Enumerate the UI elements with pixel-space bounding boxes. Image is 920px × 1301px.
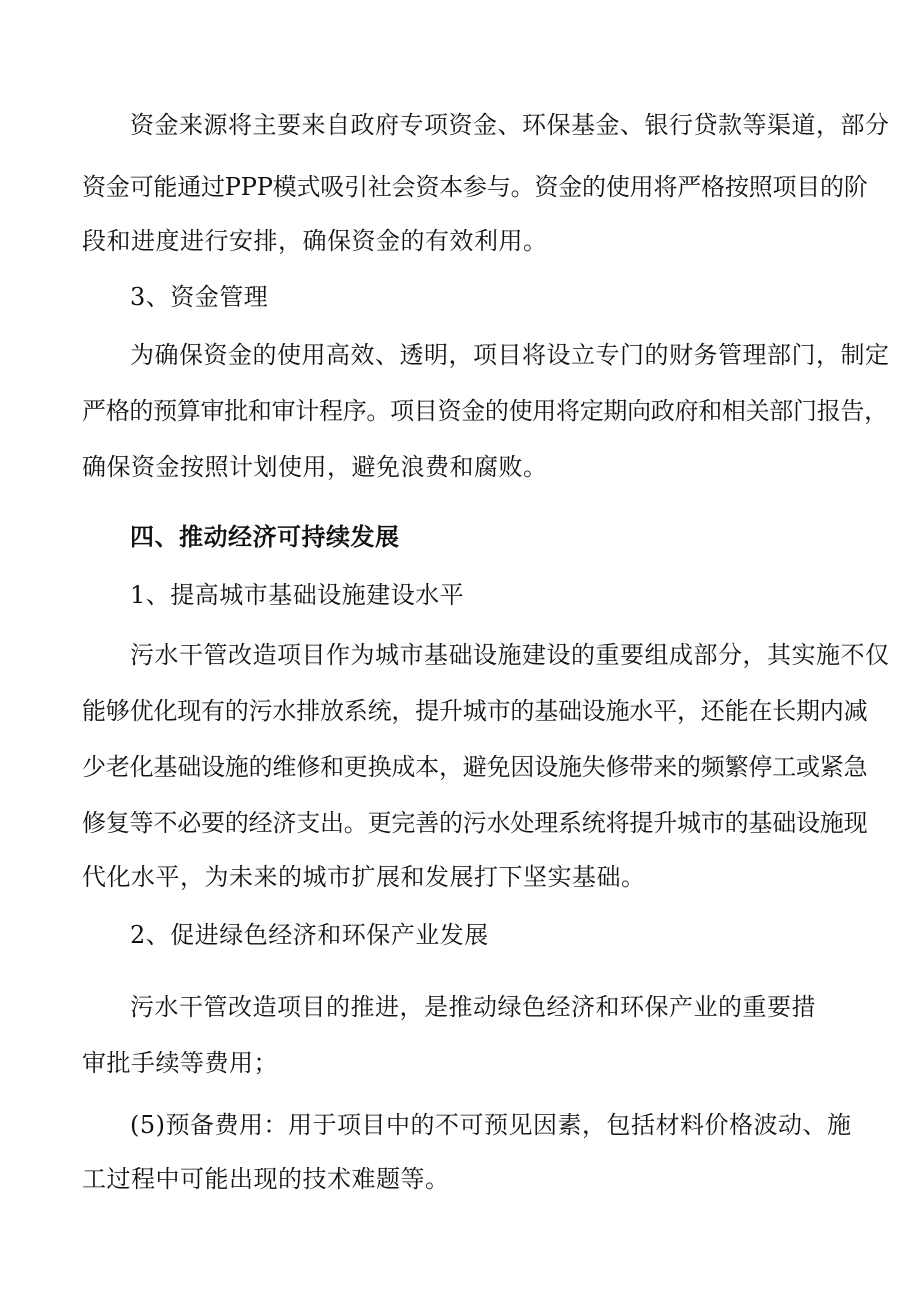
- paragraph-3-line-4: 修复等不必要的经济支出。更完善的污水处理系统将提升城市的基础设施现: [82, 809, 868, 837]
- paragraph-2-line-1: 为确保资金的使用高效、透明，项目将设立专门的财务管理部门，制定: [130, 341, 890, 369]
- paragraph-3-line-2: 能够优化现有的污水排放系统，提升城市的基础设施水平，还能在长期内减: [82, 697, 868, 725]
- subheading-infrastructure: 1、提高城市基础设施建设水平: [130, 581, 465, 609]
- paragraph-1-line-2: 资金可能通过PPP模式吸引社会资本参与。资金的使用将严格按照项目的阶: [82, 173, 868, 201]
- paragraph-3-line-5: 代化水平，为未来的城市扩展和发展打下坚实基础。: [82, 863, 646, 891]
- item-5-line-1: (5)预备费用：用于项目中的不可预见因素，包括材料价格波动、施: [130, 1111, 852, 1139]
- paragraph-2-line-3: 确保资金按照计划使用，避免浪费和腐败。: [82, 453, 548, 481]
- subheading-green-economy: 2、促进绿色经济和环保产业发展: [130, 921, 489, 949]
- paragraph-4-line-1: 污水干管改造项目的推进，是推动绿色经济和环保产业的重要措: [130, 993, 816, 1021]
- fragment-line: 审批手续等费用；: [82, 1049, 278, 1077]
- paragraph-1-line-1: 资金来源将主要来自政府专项资金、环保基金、银行贷款等渠道，部分: [130, 111, 890, 139]
- paragraph-3-line-3: 少老化基础设施的维修和更换成本，避免因设施失修带来的频繁停工或紧急: [82, 753, 868, 781]
- section-heading-4: 四、推动经济可持续发展: [130, 522, 400, 551]
- paragraph-1-line-3: 段和进度进行安排，确保资金的有效利用。: [82, 227, 548, 255]
- paragraph-2-line-2: 严格的预算审批和审计程序。项目资金的使用将定期向政府和相关部门报告，: [82, 397, 888, 425]
- item-5-line-2: 工过程中可能出现的技术难题等。: [82, 1165, 450, 1193]
- paragraph-3-line-1: 污水干管改造项目作为城市基础设施建设的重要组成部分，其实施不仅: [130, 641, 890, 669]
- subheading-capital-management: 3、资金管理: [130, 283, 269, 311]
